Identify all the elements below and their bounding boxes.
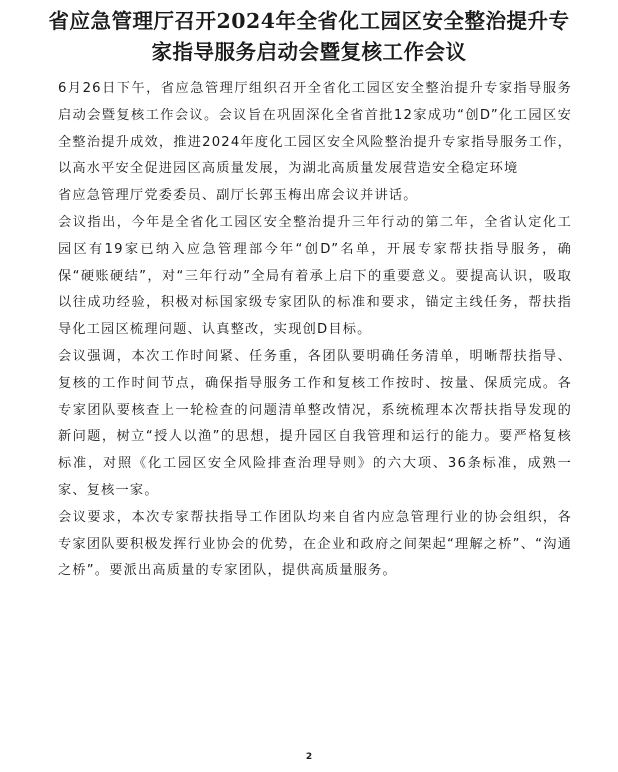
paragraph-meeting-points: 会议指出，今年是全省化工园区安全整治提升三年行动的第二年，全省认定化工园区有19家已纳入应急管理部今年“创D”名单，开展专家帮扶指导服务，确保“硬账硬结”，对“三年行动”全局有着承上启下的重要意义。要提高认识，吸取以往成功经验，积极对标国家级专家团队的标准和要求，锚定主线任务，帮扶指导化工园区梳理问题、认真整改，实现创D目标。	[58, 214, 572, 338]
paragraph-opening: 6月26日下午，省应急管理厅组织召开全省化工园区安全整治提升专家指导服务启动会暨复核工作会议。会议旨在巩固深化全省首批12家成功“创D”化工园区安全整治提升成效，推进2024年度化工园区安全风险整治提升专家指导服务工作，以高水平安全促进园区高质量发展，为湖北高质量发展营造安全稳定环境	[58, 81, 572, 177]
paragraph-attendance: 省应急管理厅党委委员、副厅长郭玉梅出席会议并讲话。	[58, 188, 418, 204]
page-number: 2	[305, 752, 313, 762]
paragraph-meeting-emphasis: 会议强调，本次工作时间紧、任务重，各团队要明确任务清单，明晰帮扶指导、复核的工作时间节点，确保指导服务工作和复核工作按时、按量、保质完成。各专家团队要核查上一轮检查的问题清单整改情况，系统梳理本次帮扶指导发现的新问题，树立“授人以渔”的思想，提升园区自我管理和运行的能力。要严格复核标准，对照《化工园区安全风险排查治理导则》的六大项、36条标准，成熟一家、复核一家。	[58, 348, 572, 498]
article-title: 省应急管理厅召开2024年全省化工园区安全整治提升专家指导服务启动会暨复核工作会议	[48, 9, 570, 64]
paragraph-meeting-requirements: 会议要求，本次专家帮扶指导工作团队均来自省内应急管理行业的协会组织，各专家团队要积极发挥行业协会的优势，在企业和政府之间架起“理解之桥”、“沟通之桥”。要派出高质量的专家团队，提供高质量服务。	[58, 509, 572, 579]
